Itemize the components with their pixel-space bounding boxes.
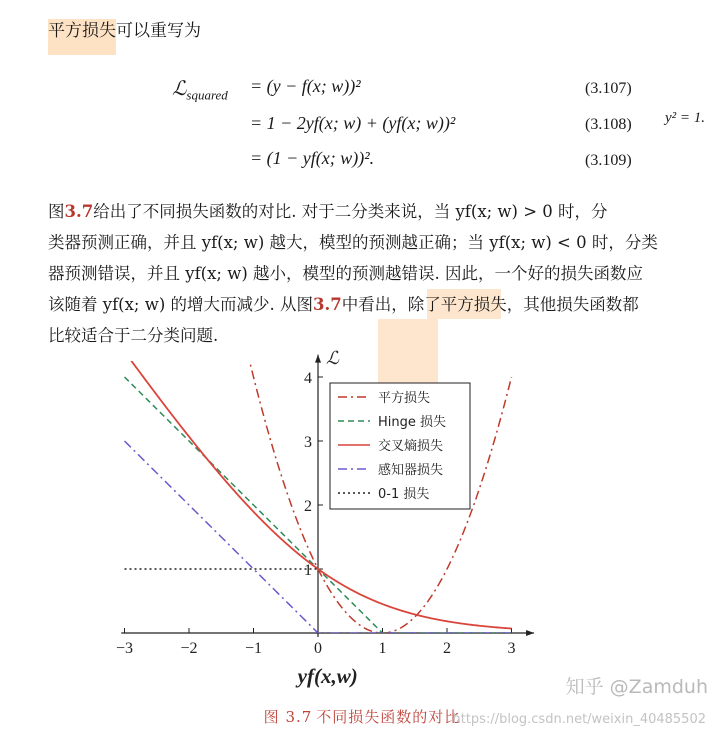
paragraph-line: 比较适合于二分类问题.: [48, 326, 219, 345]
para-text: ，其他损失函数都: [506, 295, 639, 314]
paragraph-line: [48, 289, 678, 320]
intro-highlight: 平方损失: [48, 19, 116, 55]
x-tick-label: −3: [115, 640, 134, 657]
equation-3-text: = (1 − yf(x; w))².: [250, 148, 375, 168]
caption-text: 不同损失函数的对比: [316, 708, 461, 726]
intro-line: [48, 18, 201, 44]
para-text: 给出了不同损失函数的对比. 对于二分类来说，当 yf(x; w) > 0 时，分: [93, 202, 608, 221]
intro-rest: 可以重写为: [116, 21, 201, 41]
watermark-url: https://blog.csdn.net/weixin_40485502: [452, 712, 706, 727]
side-note: y² = 1.: [665, 110, 706, 126]
x-tick-label: 1: [378, 640, 387, 657]
equation-number-1: (3.107): [585, 80, 632, 97]
para-text: 图: [48, 202, 65, 221]
equation-1-text: = (y − f(x; w))²: [250, 76, 361, 96]
figure-ref[interactable]: 3.7: [64, 202, 94, 221]
paragraph-line: [48, 196, 678, 227]
paragraph: [48, 196, 678, 351]
para-highlight: 平方损失: [440, 295, 507, 314]
x-axis-arrow: [526, 630, 534, 636]
x-axis-label: yf(x,w): [297, 664, 358, 688]
legend-label: Hinge 损失: [378, 415, 447, 430]
y-tick-label: 2: [304, 498, 312, 515]
legend-label: 平方损失: [378, 391, 431, 406]
paragraph-line: 类器预测正确，并且 yf(x; w) 越大，模型的预测越正确；当 yf(x; w) < 0 时，分类: [48, 233, 658, 252]
equation-line-2: [250, 113, 455, 134]
y-tick-label: 1: [304, 562, 312, 579]
equation-line-3: [250, 148, 374, 169]
equation-number-3: (3.109): [585, 152, 632, 169]
y-axis-label: ℒ: [326, 348, 339, 369]
x-tick-label: 2: [443, 640, 451, 657]
loss-subscript: squared: [186, 87, 228, 103]
legend-label: 交叉熵损失: [378, 439, 444, 454]
watermark: 知乎 @Zamduh: [565, 676, 708, 698]
x-tick-label: −1: [244, 640, 263, 657]
equation-line-1: [250, 76, 361, 97]
y-axis-arrow: [315, 355, 321, 363]
paragraph-line: 器预测错误，并且 yf(x; w) 越小，模型的预测越错误. 因此，一个好的损失函数应: [48, 264, 644, 283]
para-text: 该随着 yf(x; w) 的增大而减少. 从图: [48, 295, 314, 314]
equation-2-text: = 1 − 2yf(x; w) + (yf(x; w))²: [250, 113, 456, 133]
loss-symbol: ℒ: [172, 78, 187, 100]
x-tick-label: −2: [180, 640, 198, 657]
y-tick-label: 4: [304, 370, 312, 387]
x-tick-label: 0: [314, 640, 322, 657]
y-tick-label: 3: [304, 434, 312, 451]
caption-label: 图 3.7: [263, 708, 313, 726]
x-tick-label: 3: [507, 640, 516, 657]
para-text: 中看出，除了: [341, 295, 441, 314]
loss-comparison-chart: [0, 345, 720, 705]
equation-number-2: (3.108): [585, 116, 632, 133]
equation-lhs: [172, 76, 228, 104]
legend-label: 感知器损失: [378, 463, 444, 478]
legend-label: 0-1 损失: [378, 487, 430, 502]
figure-ref[interactable]: 3.7: [313, 295, 342, 314]
